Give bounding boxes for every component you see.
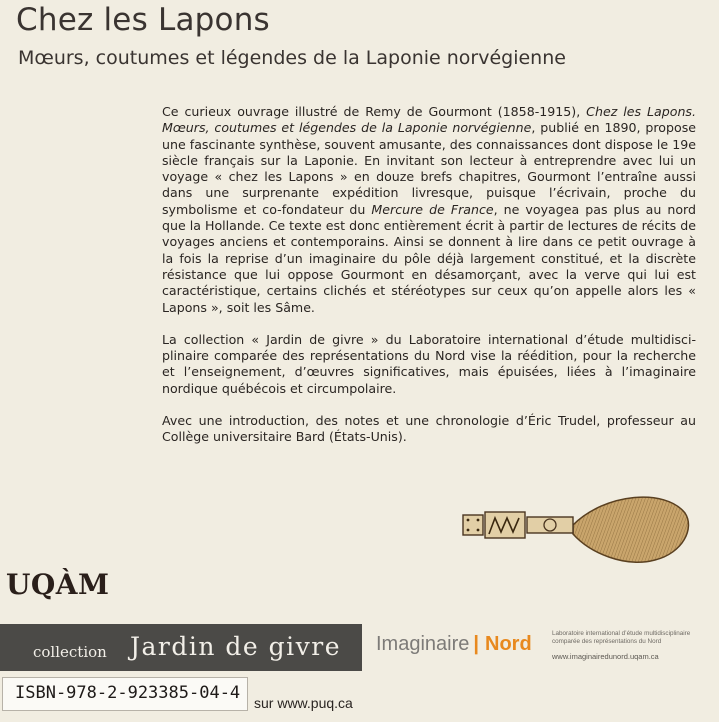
isbn-number: ISBN-978-2-923385-04-4 bbox=[15, 683, 241, 703]
laboratory-name: Laboratoire international d’étude multidisciplinaire comparée des représentations du Nord bbox=[552, 630, 691, 645]
laboratory-url: www.imaginairedunord.uqam.ca bbox=[552, 652, 659, 661]
title-citation: Chez les Lapons. Mœurs, coutumes et légendes de la Laponie norvégienne bbox=[162, 104, 696, 136]
book-title: Chez les Lapons bbox=[16, 2, 270, 38]
blurb-paragraph-1: Ce curieux ouvrage illustré de Remy de Gourmont (1858-1915), Chez les Lapons. Mœurs, coutumes et légendes de la Laponie norvégienne, publié en 1890, propose une fascinante synthèse, souvent amusante, des connaissances dont dispose le 19e siècle français sur la Laponie. En invitant son lecteur à entreprendre avec lui un voyage « chez les Lapons » en douze brefs chapitres, Gourmont l’entraîne aussi dans une surprenante expédition livresque, puisque l’écrivain, proche du symbolisme et co-fondateur du Mercure de France, ne voyagea pas plus au nord que la Hollande. Ce texte est donc entièrement écrit à partir de lectures de récits de voyages anciens et contemporains. Ainsi se donnent à lire dans ce petit ouvrage à la fois la reprise d’un imaginaire du pôle déjà largement constitué, et la discrète résistance que lui oppose Gourmont en désamorçant, avec la verve qui lui est caractéristique, certains clichés et stéréotypes sur ceux qu’on appelle alors les « Lapons », soit les Sâme. bbox=[162, 104, 697, 315]
journal-citation: Mercure de France bbox=[371, 201, 494, 217]
blurb-paragraph-2: La collection « Jardin de givre » du Laboratoire international d’étude multidisciplinaire comparée des représentations du Nord vise la réédition, pour la recherche et l’enseignement, d’œuvres significatives, mais épuisées, liées à l’imaginaire nordique québécois et circumpolaire. bbox=[162, 331, 696, 396]
book-subtitle: Mœurs, coutumes et légendes de la Laponie norvégienne bbox=[18, 47, 566, 69]
collection-series-name: Jardin de givre bbox=[130, 632, 342, 661]
spoon-illustration bbox=[455, 468, 695, 588]
blurb-paragraph-3: Avec une introduction, des notes et une chronologie d’Éric Trudel, professeur au Collège universitaire Bard (États-Unis). bbox=[162, 413, 696, 445]
collection-label: collection bbox=[33, 643, 107, 661]
uqam-logo: UQÀM bbox=[6, 568, 110, 601]
imaginaire-nord-logo: Imaginaire | Nord bbox=[376, 633, 532, 655]
back-cover-blurb bbox=[162, 104, 696, 462]
publisher-website: sur www.puq.ca bbox=[254, 695, 353, 711]
